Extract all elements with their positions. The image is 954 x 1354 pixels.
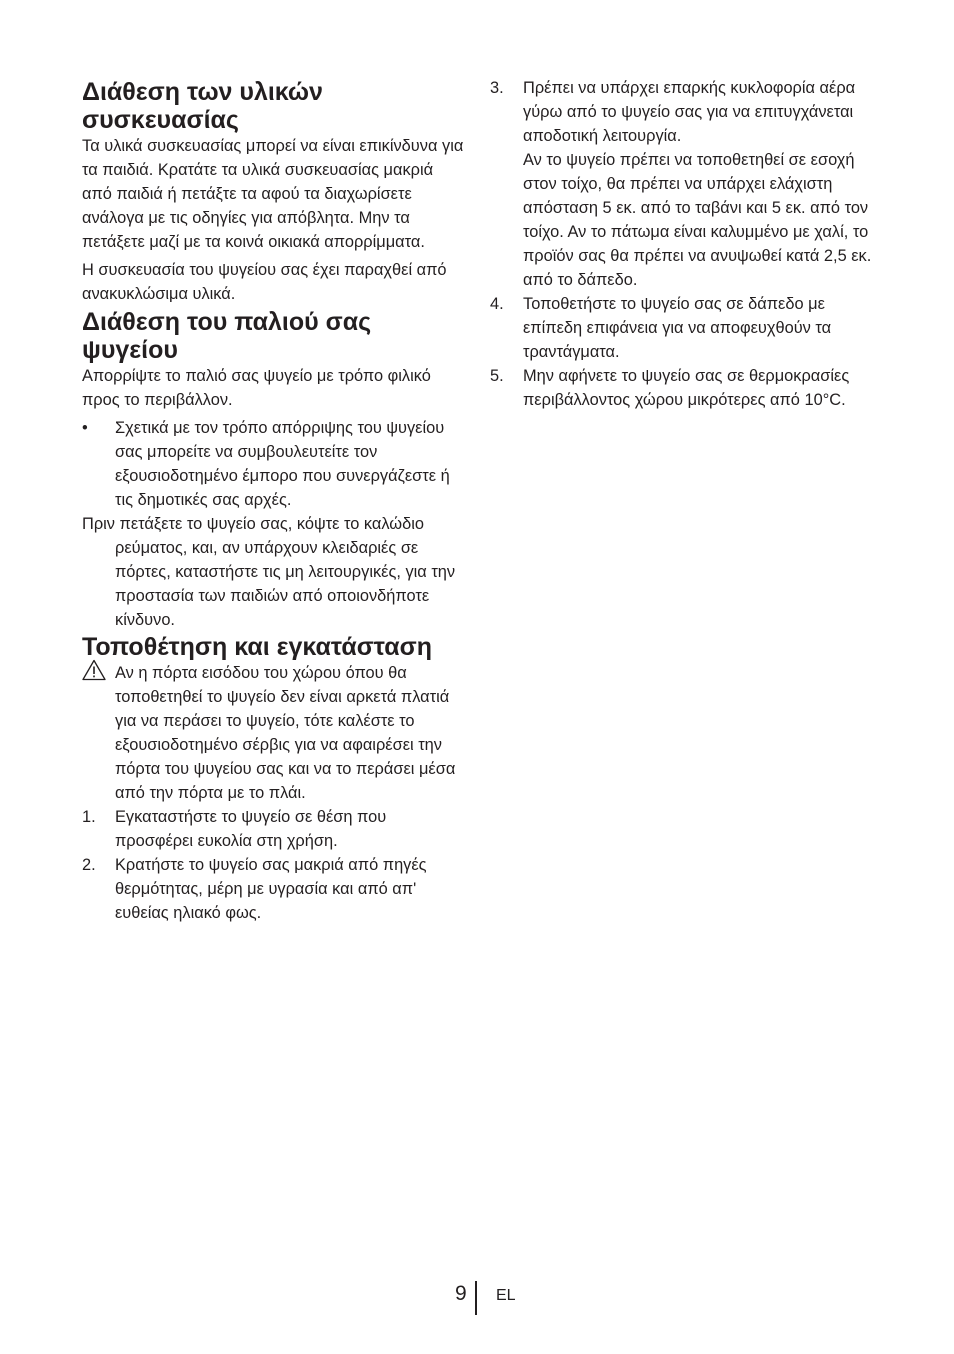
old-fridge-paragraph-1: Απορρίψτε το παλιό σας ψυγείο με τρόπο φιλικό προς το περιβάλλον. [82,367,431,409]
installation-warning-text: Αν η πόρτα εισόδου του χώρου όπου θα τοποθετηθεί το ψυγείο δεν είναι αρκετά πλατιά για να περάσει το ψυγείο, τότε καλέστε το εξουσιοδοτημένο σέρβις για να αφαιρέσει την πόρτα του ψυγείου σας και να το περάσει μέσα από την πόρτα με το πλάι. [115,664,456,802]
packaging-paragraph-1: Τα υλικά συσκευασίας μπορεί να είναι επικίνδυνα για τα παιδιά. Κρατάτε τα υλικά συσκευασίας μακριά από παιδιά ή πετάξτε τα αφού τα διαχωρίσετε ανάλογα με τις οδηγίες για απόβλητα. Μην τα πετάξετε μαζί με τα κοινά οικιακά απορρίμματα. [82,137,464,251]
install-item-text: Εγκαταστήστε το ψυγείο σε θέση που προσφέρει ευκολία στη χρήση. [115,808,387,850]
warning-triangle-icon [82,659,106,681]
old-fridge-bullet [82,416,467,512]
install-item-extra-text: Αν το ψυγείο πρέπει να τοποθετηθεί σε εσοχή στον τοίχο, θα πρέπει να υπάρχει ελάχιστη απόσταση 5 εκ. από το ταβάνι και 5 εκ. από τον τοίχο. Αν το πάτωμα είναι καλυμμένο με χαλί, το προϊόν σας θα πρέπει να ανυψωθεί κατά 2,5 εκ. από το δάπεδο. [523,151,872,289]
install-item-text: Μην αφήνετε το ψυγείο σας σε θερμοκρασίες περιβάλλοντος χώρου μικρότερες από 10°C. [523,367,850,409]
install-item-1 [82,805,467,853]
packaging-paragraph-2: Η συσκευασία του ψυγείου σας έχει παραχθεί από ανακυκλώσιμα υλικά. [82,261,447,303]
right-column [490,76,875,412]
installation-warning [82,661,467,805]
language-code: EL [496,1287,516,1304]
bullet-marker: • [82,419,88,437]
old-fridge-heading: Διάθεση του παλιού σας ψυγείου [82,308,372,364]
old-fridge-bullet-text: Σχετικά με τον τρόπο απόρριψης του ψυγείου σας μπορείτε να συμβουλευτείτε τον εξουσιοδοτημένο έμπορο που συνεργάζεστε ή τις δημοτικές σας αρχές. [115,419,450,509]
page-footer [0,1280,954,1320]
install-item-number: 3. [490,79,504,97]
install-item-text: Κρατήστε το ψυγείο σας μακριά από πηγές θερμότητας, μέρη με υγρασία και από απ' ευθείας ηλιακό φως. [115,856,427,922]
install-item-number: 1. [82,808,96,826]
install-item-4 [490,292,875,364]
install-item-text: Πρέπει να υπάρχει επαρκής κυκλοφορία αέρα γύρω από το ψυγείο σας για να επιτυγχάνεται αποδοτική λειτουργία. [523,79,856,145]
footer-divider [475,1281,477,1315]
install-item-number: 2. [82,856,96,874]
install-item-number: 4. [490,295,504,313]
install-item-3 [490,76,875,292]
packaging-heading: Διάθεση των υλικών συσκευασίας [82,78,323,134]
install-item-text: Τοποθετήστε το ψυγείο σας σε δάπεδο με επίπεδη επιφάνεια για να αποφευχθούν τα τραντάγματα. [523,295,832,361]
installation-heading: Τοποθέτηση και εγκατάσταση [82,633,432,661]
install-item-5 [490,364,875,412]
old-fridge-paragraph-2: Πριν πετάξετε το ψυγείο σας, κόψτε το καλώδιο ρεύματος, και, αν υπάρχουν κλειδαριές σε πόρτες, καταστήστε τις μη λειτουργικές, για την προστασία των παιδιών από οποιονδήποτε κίνδυνο. [82,515,456,629]
left-column [82,78,467,925]
install-item-2 [82,853,467,925]
install-item-number: 5. [490,367,504,385]
page-number: 9 [455,1282,467,1305]
